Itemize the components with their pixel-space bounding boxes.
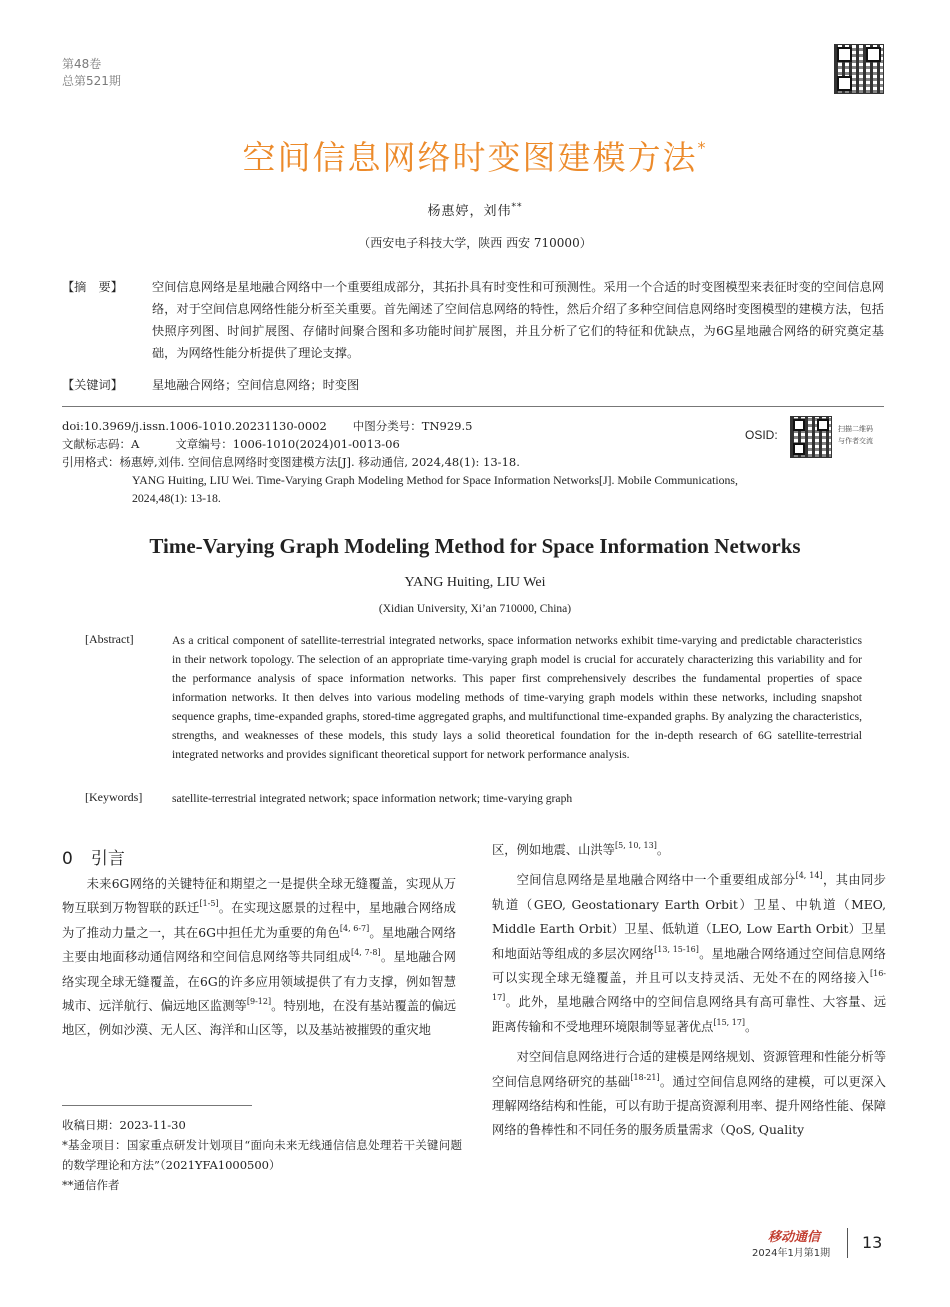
paragraph: 对空间信息网络进行合适的建模是网络规划、资源管理和性能分析等空间信息网络研究的基础[18-21]。通过空间信息网络的建模，可以更深入理解网络结构和性能，可以有助于提高资源利用率、提升网络性能、保障网络的鲁棒性和不同任务的服务质量需求（QoS, Quality [492,1050,886,1138]
page-number: 13 [862,1233,883,1252]
section-heading: 0 引言 [62,849,125,869]
doi-line: doi:10.3969/j.issn.1006-1010.20231130-0002 中图分类号：TN929.5 [62,419,473,433]
issue-total: 总第521期 [62,74,121,88]
citation-en: YANG Huiting, LIU Wei. Time-Varying Graph Modeling Method for Space Information Networks[J]. Mobile Communications, 2024,48(1): 13-18. [132,473,738,505]
paragraph: 未来6G网络的关键特征和期望之一是提供全球无缝覆盖，实现从万物互联到万物智联的跃迁[1-5]。在实现这愿景的过程中，星地融合网络成为了推动力量之一，其在6G中担任尤为重要的角色[4, 6-7]。星地融合网络主要由地面移动通信网络和空间信息网络等共同组成[4, 7-8]。星地融合网络实现全球无缝覆盖，在6G的许多应用领域提供了有力支撑，例如智慧城市、远洋航行、偏远地区监测等[9-12]。特别地，在没有基站覆盖的偏远地区，例如沙漠、无人区、海洋和山区等，以及基站被摧毁的重灾地 [62,877,456,1038]
keywords-cn-label: 【关键词】 [62,378,123,392]
paragraph: 区，例如地震、山洪等[5, 10, 13]。 [492,841,670,857]
volume-number: 第48卷 [62,57,102,71]
citation-cn: 引用格式：杨惠婷,刘伟. 空间信息网络时变图建模方法[J]. 移动通信, 2024,48(1): 13-18. [62,455,520,469]
affiliation-english: (Xidian University, Xi’an 710000, China) [378,603,572,615]
scan-hint: 扫描二维码 与作者交流 [838,425,873,445]
doc-code-line: 文献标志码：A 文章编号：1006-1010(2024)01-0013-06 [62,437,400,451]
affiliation-chinese: （西安电子科技大学，陕西 西安 710000） [358,236,592,250]
paragraph: 空间信息网络是星地融合网络中一个重要组成部分[4, 14]，其由同步轨道（GEO, Geostationary Earth Orbit）卫星、中轨道（MEO, Middle Earth Orbit）卫星、低轨道（LEO, Low Earth Orbit）卫星和地面站等组成的多层次网络[13, 15-16]。星地融合网络通过空间信息网络可以实现全球无缝覆盖，并且可以支持灵活、无处不在的网络接入[16-17]。此外，星地融合网络中的空间信息网络具有高可靠性、大容量、远距离传输和不受地理环境限制等显著优点[15, 17]。 [492,871,886,1034]
footer-divider [847,1228,848,1258]
title-english: Time-Varying Graph Modeling Method for Space Information Networks [149,534,801,558]
body-left-column [62,872,456,1043]
keywords-cn-text: 星地融合网络；空间信息网络；时变图 [152,378,360,392]
footnote-divider [62,1105,252,1106]
abstract-en-text: As a critical component of satellite-terrestrial integrated networks, space information networks exhibit time-varying and predictable characteristics in their network topology. The selection of an appropriate time-varying graph model is crucial for accurately characterizing this variability and for the performance analysis of space information networks. This paper first comprehensively describes the fundamental properties of space information networks. It then delves into various modeling methods of time-varying graph models within these networks, including snapshot sequence graphs, time-expanded graphs, stored-time aggregated graphs, and multifunctional time-expanded graphs. By analyzing the characteristics, strengths, and weaknesses of these models, this study lays a solid theoretical foundation for the in-depth research of 6G satellite-terrestrial integrated networks and provides significant theoretical support for network performance analysis. [172,634,862,761]
osid-qr-code-icon [790,416,832,458]
footer-date-issue: 2024年1月第1期 [752,1248,831,1259]
osid-label: OSID: [745,428,778,442]
abstract-en-label: [Abstract] [85,632,134,646]
body-right-column [492,838,886,1143]
abstract-cn-label: 【摘 要】 [62,280,123,294]
keywords-en-label: [Keywords] [85,790,143,804]
footnotes: 收稿日期：2023-11-30 *基金项目：国家重点研发计划项目“面向未来无线通信信息处理若干关键问题的数学理论和方法”（2021YFA1000500） **通信作者 [62,1118,462,1192]
title-chinese: 空间信息网络时变图建模方法* [242,138,708,177]
authors-chinese: 杨惠婷，刘伟** [427,202,523,219]
abstract-cn-text: 空间信息网络是星地融合网络中一个重要组成部分，其拓扑具有时变性和可预测性。采用一个合适的时变图模型来表征时变的空间信息网络，对于空间信息网络性能分析至关重要。首先阐述了空间信息网络的特性，然后介绍了多种空间信息网络时变图模型的建模方法，包括快照序列图、时间扩展图、存储时间聚合图和多功能时间扩展图，并且分析了它们的特征和优缺点，为6G星地融合网络的研究奠定基础，为网络性能分析提供了理论支撑。 [152,280,884,360]
qr-code-icon [834,44,884,94]
journal-logo: 移动通信 [768,1230,821,1245]
keywords-en-text: satellite-terrestrial integrated network; space information network; time-varying graph [172,792,573,805]
authors-english: YANG Huiting, LIU Wei [404,575,546,590]
divider [62,406,884,407]
